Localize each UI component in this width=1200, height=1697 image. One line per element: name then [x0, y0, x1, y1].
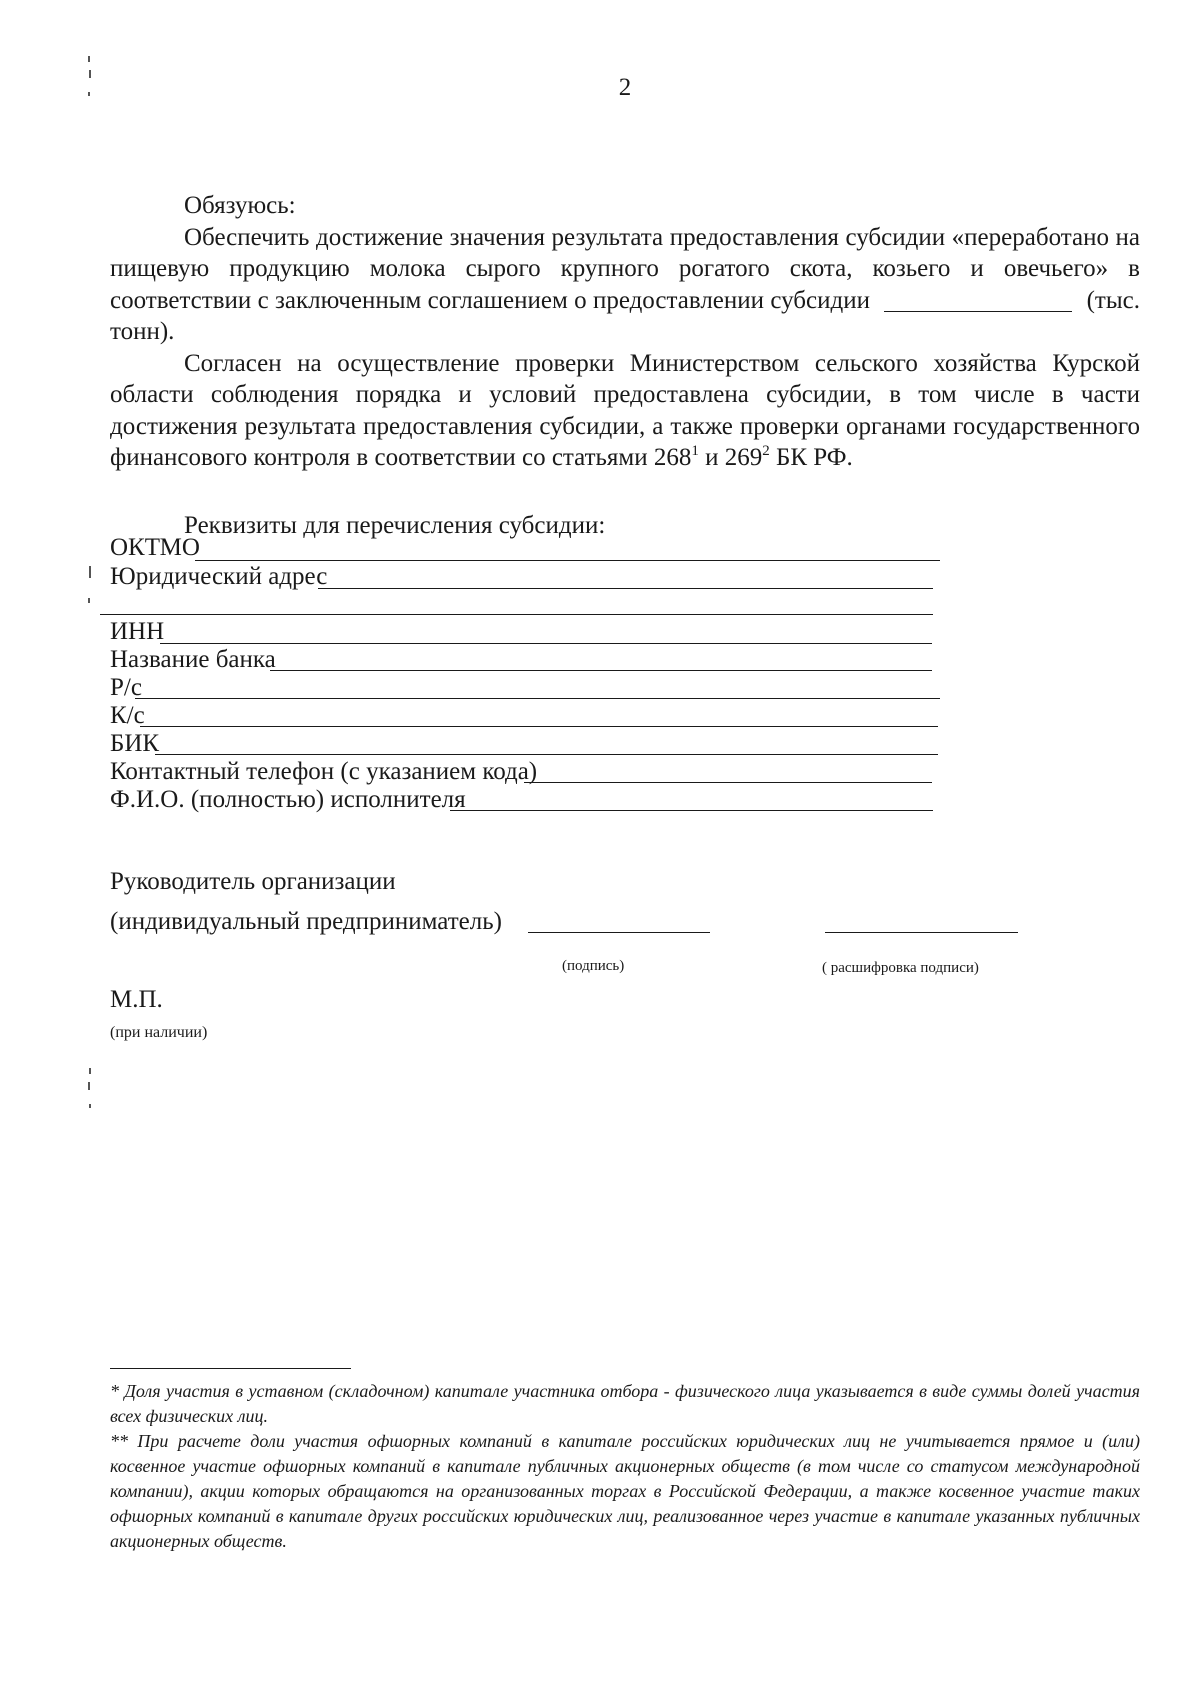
signature-line[interactable] [528, 932, 710, 933]
field-executor-name-line[interactable] [450, 810, 933, 811]
field-bank-name-line[interactable] [270, 670, 932, 671]
signature-decoding-line[interactable] [825, 932, 1018, 933]
commitment-paragraph-1 [110, 222, 1140, 348]
signature-decoding-caption: ( расшифровка подписи) [822, 960, 979, 976]
field-correspondent-account-line[interactable] [140, 726, 938, 727]
scan-mark [89, 566, 91, 578]
field-bik-label: БИК [110, 730, 160, 757]
field-settlement-account-line[interactable] [135, 698, 940, 699]
consent-paragraph-text: Согласен на осуществление проверки Министерством сельского хозяйства Курской области соблюдения порядка и условий предоставлена субсидии, в том числе в части достижения результата предоставления субсидии, а также проверки органами государственного финансового контроля в соответствии со статьями 268 [110, 349, 1140, 471]
stamp-label: М.П. [110, 986, 163, 1013]
scan-mark [88, 1082, 90, 1090]
scan-mark [89, 1068, 91, 1074]
scan-mark [88, 56, 90, 62]
article-268-superscript: 1 [691, 443, 699, 459]
consent-paragraph [110, 348, 1140, 474]
subsidy-value-blank [884, 289, 1072, 312]
field-oktmo-line[interactable] [195, 560, 940, 561]
requisites-heading: Реквизиты для перечисления субсидии: [184, 512, 606, 539]
commitment-paragraph-1-text: Обеспечить достижение значения результата предоставления субсидии «переработано на пищевую продукцию молока сырого крупного рогатого скота, козьего и овечьего» в соответствии с заключенным соглашением о предоставлении субсидии [110, 223, 1140, 314]
field-correspondent-account-label: К/с [110, 702, 145, 729]
field-bank-name-label: Название банка [110, 646, 276, 673]
commitment-paragraph-1-unit: (тыс. тонн). [110, 286, 1140, 345]
scan-mark [89, 1104, 91, 1108]
page-number: 2 [618, 74, 632, 101]
field-settlement-account-label: Р/с [110, 674, 142, 701]
footnote-separator [110, 1368, 351, 1369]
field-legal-address-label: Юридический адрес [110, 563, 328, 590]
field-contact-phone-line[interactable] [524, 782, 932, 783]
field-contact-phone-label: Контактный телефон (с указанием кода) [110, 758, 538, 785]
signature-caption: (подпись) [562, 958, 625, 974]
scan-mark [88, 92, 90, 96]
footnote-1: * Доля участия в уставном (складочном) капитале участника отбора - физического лица указывается в виде суммы долей участия всех физических лиц. [110, 1381, 1140, 1426]
field-legal-address-line[interactable] [318, 588, 933, 589]
scan-mark [88, 598, 90, 603]
footnotes [110, 1379, 1140, 1554]
individual-entrepreneur-label: (индивидуальный предприниматель) [110, 908, 502, 935]
field-legal-address-line-2[interactable] [100, 614, 933, 615]
field-inn-line[interactable] [160, 643, 932, 644]
commitment-section [110, 190, 1140, 474]
consent-paragraph-article-269: и 269 [705, 444, 763, 471]
field-executor-name-label: Ф.И.О. (полностью) исполнителя [110, 786, 466, 813]
footnote-2: ** При расчете доли участия офшорных компаний в капитале российских юридических лиц не учитывается прямое и (или) косвенное участие офшорных компаний в капитале публичных акционерных обществ (в том числе со статусом международной компании), акции которых обращаются на организованных торгах в Российской Федерации, а также косвенное участие таких офшорных компаний в капитале других российских юридических лиц, реализованное через участие в капитале указанных публичных акционерных обществ. [110, 1431, 1140, 1551]
field-oktmo-label: ОКТМО [110, 534, 200, 561]
field-bik-line[interactable] [155, 754, 938, 755]
field-inn-label: ИНН [110, 618, 165, 645]
scan-mark [89, 70, 91, 78]
consent-paragraph-end: БК РФ. [776, 444, 853, 471]
article-269-superscript: 2 [762, 443, 770, 459]
head-of-organization-label: Руководитель организации [110, 868, 396, 895]
commitment-heading: Обязуюсь: [184, 192, 296, 219]
stamp-note: (при наличии) [110, 1024, 208, 1041]
